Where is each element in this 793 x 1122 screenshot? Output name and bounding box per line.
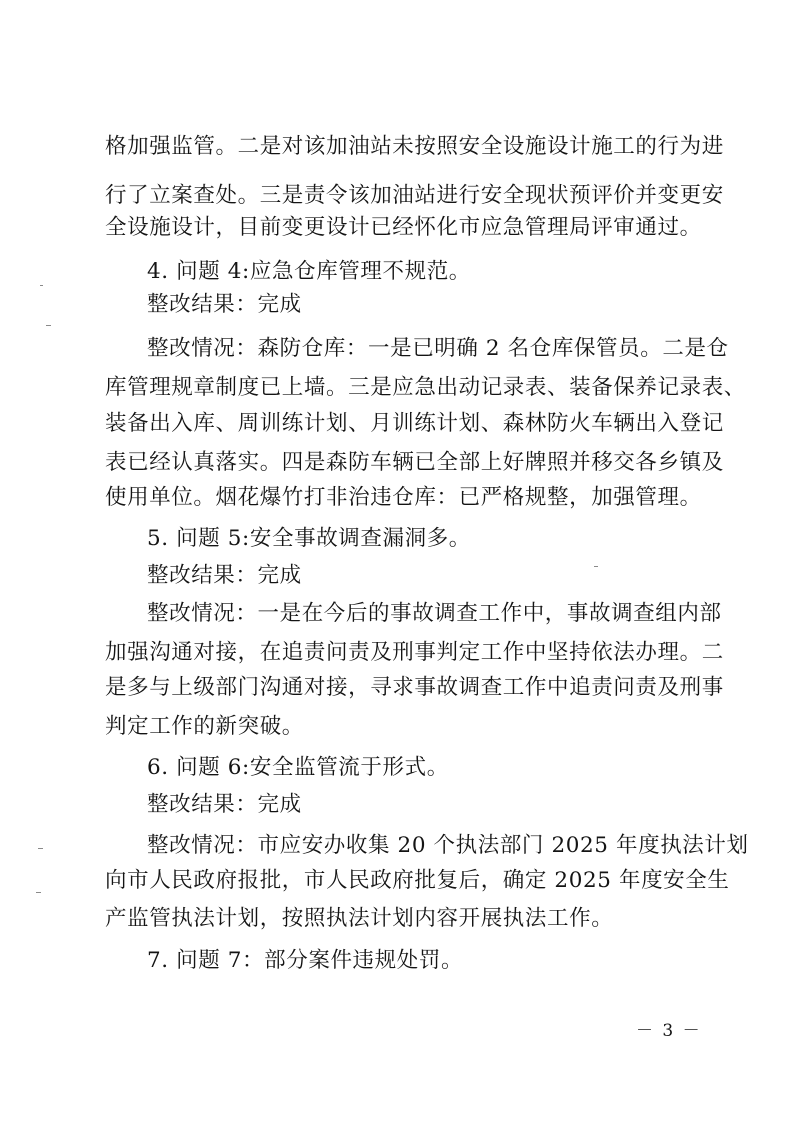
paragraph-line: 整改情况：森防仓库：一是已明确 2 名仓库保管员。二是仓 — [147, 336, 729, 361]
paragraph-line: 向市人民政府报批，市人民政府批复后，确定 2025 年度安全生 — [105, 868, 730, 893]
page-number: － 3 － — [636, 1021, 702, 1041]
issue-heading-4: 4. 问题 4:应急仓库管理不规范。 — [147, 259, 471, 284]
rectification-result: 整改结果：完成 — [147, 292, 302, 317]
paragraph-line: 加强沟通对接，在追责问责及刑事判定工作中坚持依法办理。二 — [105, 640, 724, 665]
paragraph-line: 表已经认真落实。四是森防车辆已全部上好牌照并移交各乡镇及 — [105, 450, 724, 475]
rectification-result: 整改结果：完成 — [147, 563, 302, 588]
scan-speck — [38, 848, 43, 849]
paragraph-line: 行了立案查处。三是责令该加油站进行安全现状预评价并变更安 — [105, 183, 724, 208]
paragraph-line: 装备出入库、周训练计划、月训练计划、森林防火车辆出入登记 — [105, 411, 724, 436]
rectification-result: 整改结果：完成 — [147, 792, 302, 817]
paragraph-line: 是多与上级部门沟通对接，寻求事故调查工作中追责问责及刑事 — [105, 675, 724, 700]
paragraph-line: 产监管执法计划，按照执法计划内容开展执法工作。 — [105, 906, 614, 931]
paragraph-line: 整改情况：一是在今后的事故调查工作中，事故调查组内部 — [147, 601, 722, 626]
issue-heading-6: 6. 问题 6:安全监管流于形式。 — [147, 755, 449, 780]
scan-speck — [40, 285, 43, 286]
paragraph-line: 使用单位。烟花爆竹打非治违仓库：已严格规整，加强管理。 — [105, 485, 702, 510]
paragraph-line: 判定工作的新突破。 — [105, 714, 304, 739]
issue-heading-5: 5. 问题 5:安全事故调查漏洞多。 — [147, 526, 471, 551]
paragraph-line: 格加强监管。二是对该加油站未按照安全设施设计施工的行为进 — [105, 134, 724, 159]
scan-speck — [36, 892, 41, 893]
paragraph-line: 库管理规章制度已上墙。三是应急出动记录表、装备保养记录表、 — [105, 375, 746, 400]
scan-speck — [594, 566, 598, 567]
paragraph-line: 整改情况：市应安办收集 20 个执法部门 2025 年度执法计划 — [147, 833, 749, 858]
paragraph-line: 全设施设计，目前变更设计已经怀化市应急管理局评审通过。 — [105, 215, 702, 240]
scan-speck — [46, 325, 51, 326]
issue-heading-7: 7. 问题 7：部分案件违规处罚。 — [147, 948, 464, 973]
